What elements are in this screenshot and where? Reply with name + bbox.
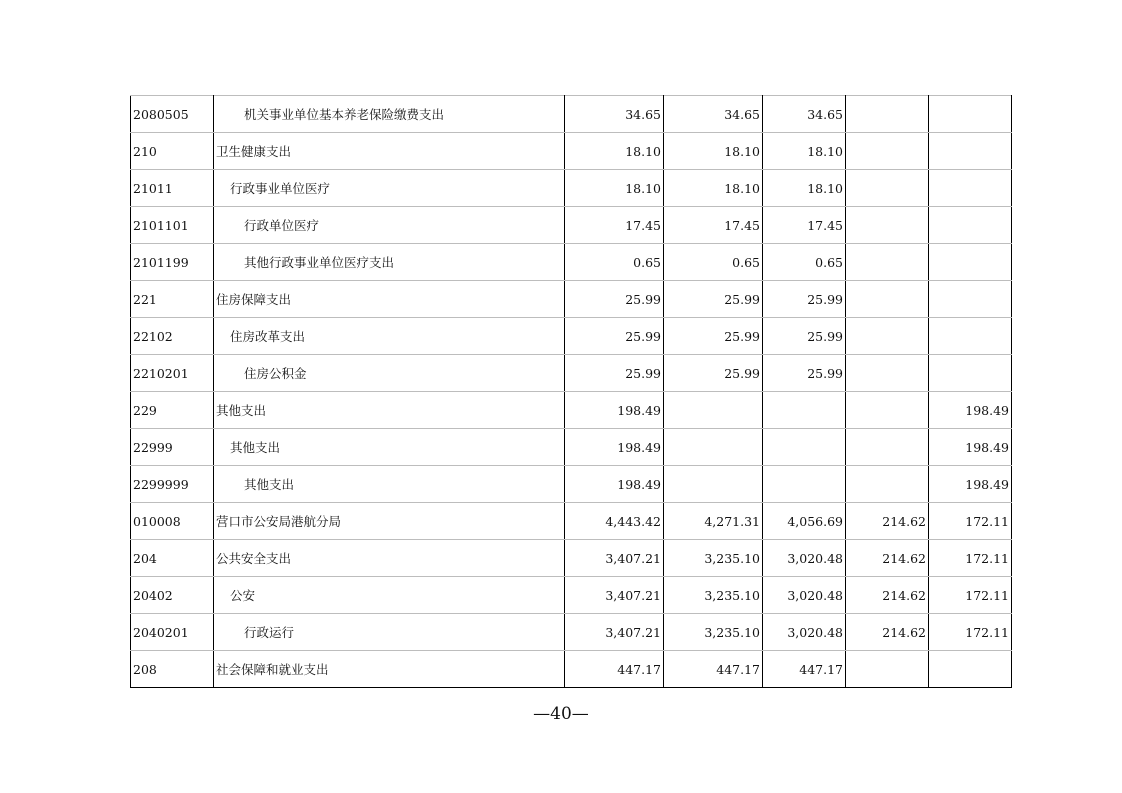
table-row: [131, 355, 1012, 392]
table-row: [131, 540, 1012, 577]
amount-cell-4: 214.62: [846, 577, 929, 614]
amount-cell-3: 17.45: [763, 207, 846, 244]
amount-cell-4: [846, 281, 929, 318]
amount-cell-4: [846, 133, 929, 170]
amount-cell-2: 34.65: [664, 96, 763, 133]
subject-name-cell: 营口市公安局港航分局: [214, 503, 565, 540]
amount-cell-1: 198.49: [565, 429, 664, 466]
amount-cell-5: [929, 355, 1012, 392]
table-row: [131, 466, 1012, 503]
amount-cell-3: 3,020.48: [763, 577, 846, 614]
subject-name-cell: 行政单位医疗: [214, 207, 565, 244]
amount-cell-2: 447.17: [664, 651, 763, 688]
amount-cell-3: 25.99: [763, 318, 846, 355]
amount-cell-3: 3,020.48: [763, 614, 846, 651]
amount-cell-2: 25.99: [664, 281, 763, 318]
amount-cell-5: [929, 170, 1012, 207]
amount-cell-4: [846, 392, 929, 429]
amount-cell-4: [846, 318, 929, 355]
amount-cell-5: [929, 244, 1012, 281]
amount-cell-1: 18.10: [565, 133, 664, 170]
table-row: [131, 281, 1012, 318]
amount-cell-4: [846, 96, 929, 133]
amount-cell-3: 18.10: [763, 133, 846, 170]
subject-code-cell: 210: [131, 133, 214, 170]
subject-name-cell: 卫生健康支出: [214, 133, 565, 170]
amount-cell-5: 198.49: [929, 429, 1012, 466]
amount-cell-3: 34.65: [763, 96, 846, 133]
table-row: [131, 651, 1012, 688]
amount-cell-5: 172.11: [929, 540, 1012, 577]
subject-code-cell: 2101199: [131, 244, 214, 281]
amount-cell-4: 214.62: [846, 614, 929, 651]
subject-code-cell: 2101101: [131, 207, 214, 244]
amount-cell-1: 25.99: [565, 318, 664, 355]
subject-name-cell: 住房改革支出: [214, 318, 565, 355]
amount-cell-5: [929, 281, 1012, 318]
amount-cell-4: [846, 466, 929, 503]
subject-name-cell: 住房保障支出: [214, 281, 565, 318]
subject-code-cell: 010008: [131, 503, 214, 540]
amount-cell-5: [929, 133, 1012, 170]
table-row: [131, 614, 1012, 651]
table-row: [131, 244, 1012, 281]
subject-code-cell: 2080505: [131, 96, 214, 133]
subject-code-cell: 21011: [131, 170, 214, 207]
amount-cell-1: 25.99: [565, 355, 664, 392]
table-body: [131, 96, 1012, 688]
amount-cell-4: [846, 207, 929, 244]
subject-name-cell: 社会保障和就业支出: [214, 651, 565, 688]
amount-cell-3: [763, 392, 846, 429]
amount-cell-5: 172.11: [929, 577, 1012, 614]
amount-cell-4: [846, 429, 929, 466]
subject-code-cell: 20402: [131, 577, 214, 614]
amount-cell-4: [846, 170, 929, 207]
table-row: [131, 392, 1012, 429]
subject-name-cell: 其他行政事业单位医疗支出: [214, 244, 565, 281]
amount-cell-1: 447.17: [565, 651, 664, 688]
amount-cell-3: 25.99: [763, 281, 846, 318]
amount-cell-3: 25.99: [763, 355, 846, 392]
subject-code-cell: 208: [131, 651, 214, 688]
subject-name-cell: 其他支出: [214, 392, 565, 429]
page-number: —40—: [533, 704, 589, 724]
amount-cell-1: 25.99: [565, 281, 664, 318]
amount-cell-5: [929, 651, 1012, 688]
amount-cell-1: 198.49: [565, 466, 664, 503]
amount-cell-3: 3,020.48: [763, 540, 846, 577]
subject-name-cell: 其他支出: [214, 466, 565, 503]
amount-cell-1: 3,407.21: [565, 614, 664, 651]
amount-cell-4: [846, 244, 929, 281]
amount-cell-4: [846, 651, 929, 688]
amount-cell-2: 0.65: [664, 244, 763, 281]
amount-cell-5: 172.11: [929, 614, 1012, 651]
amount-cell-2: 3,235.10: [664, 614, 763, 651]
amount-cell-2: 4,271.31: [664, 503, 763, 540]
amount-cell-1: 34.65: [565, 96, 664, 133]
subject-name-cell: 住房公积金: [214, 355, 565, 392]
table-row: [131, 503, 1012, 540]
subject-code-cell: 221: [131, 281, 214, 318]
subject-name-cell: 机关事业单位基本养老保险缴费支出: [214, 96, 565, 133]
amount-cell-3: 447.17: [763, 651, 846, 688]
amount-cell-3: [763, 466, 846, 503]
amount-cell-3: 18.10: [763, 170, 846, 207]
table-row: [131, 577, 1012, 614]
subject-name-cell: 行政运行: [214, 614, 565, 651]
subject-name-cell: 行政事业单位医疗: [214, 170, 565, 207]
subject-name-cell: 公共安全支出: [214, 540, 565, 577]
amount-cell-2: 3,235.10: [664, 577, 763, 614]
amount-cell-2: [664, 429, 763, 466]
amount-cell-4: 214.62: [846, 503, 929, 540]
amount-cell-2: 25.99: [664, 355, 763, 392]
subject-code-cell: 2299999: [131, 466, 214, 503]
amount-cell-1: 4,443.42: [565, 503, 664, 540]
amount-cell-2: 3,235.10: [664, 540, 763, 577]
amount-cell-2: 17.45: [664, 207, 763, 244]
amount-cell-5: [929, 96, 1012, 133]
table-row: [131, 96, 1012, 133]
amount-cell-3: [763, 429, 846, 466]
amount-cell-1: 198.49: [565, 392, 664, 429]
amount-cell-1: 3,407.21: [565, 540, 664, 577]
amount-cell-5: [929, 318, 1012, 355]
amount-cell-5: 198.49: [929, 466, 1012, 503]
subject-name-cell: 其他支出: [214, 429, 565, 466]
amount-cell-3: 4,056.69: [763, 503, 846, 540]
amount-cell-4: [846, 355, 929, 392]
table-row: [131, 170, 1012, 207]
subject-code-cell: 2210201: [131, 355, 214, 392]
table-row: [131, 133, 1012, 170]
amount-cell-3: 0.65: [763, 244, 846, 281]
table-row: [131, 318, 1012, 355]
subject-code-cell: 22102: [131, 318, 214, 355]
amount-cell-1: 18.10: [565, 170, 664, 207]
subject-code-cell: 204: [131, 540, 214, 577]
amount-cell-5: [929, 207, 1012, 244]
amount-cell-2: 18.10: [664, 170, 763, 207]
amount-cell-5: 172.11: [929, 503, 1012, 540]
amount-cell-2: [664, 392, 763, 429]
table-row: [131, 207, 1012, 244]
amount-cell-1: 0.65: [565, 244, 664, 281]
amount-cell-1: 17.45: [565, 207, 664, 244]
amount-cell-2: 25.99: [664, 318, 763, 355]
amount-cell-2: 18.10: [664, 133, 763, 170]
budget-table-container: [130, 95, 1012, 688]
amount-cell-1: 3,407.21: [565, 577, 664, 614]
amount-cell-2: [664, 466, 763, 503]
subject-code-cell: 2040201: [131, 614, 214, 651]
subject-name-cell: 公安: [214, 577, 565, 614]
budget-expenditure-table: [130, 95, 1012, 688]
table-row: [131, 429, 1012, 466]
subject-code-cell: 22999: [131, 429, 214, 466]
subject-code-cell: 229: [131, 392, 214, 429]
amount-cell-5: 198.49: [929, 392, 1012, 429]
amount-cell-4: 214.62: [846, 540, 929, 577]
